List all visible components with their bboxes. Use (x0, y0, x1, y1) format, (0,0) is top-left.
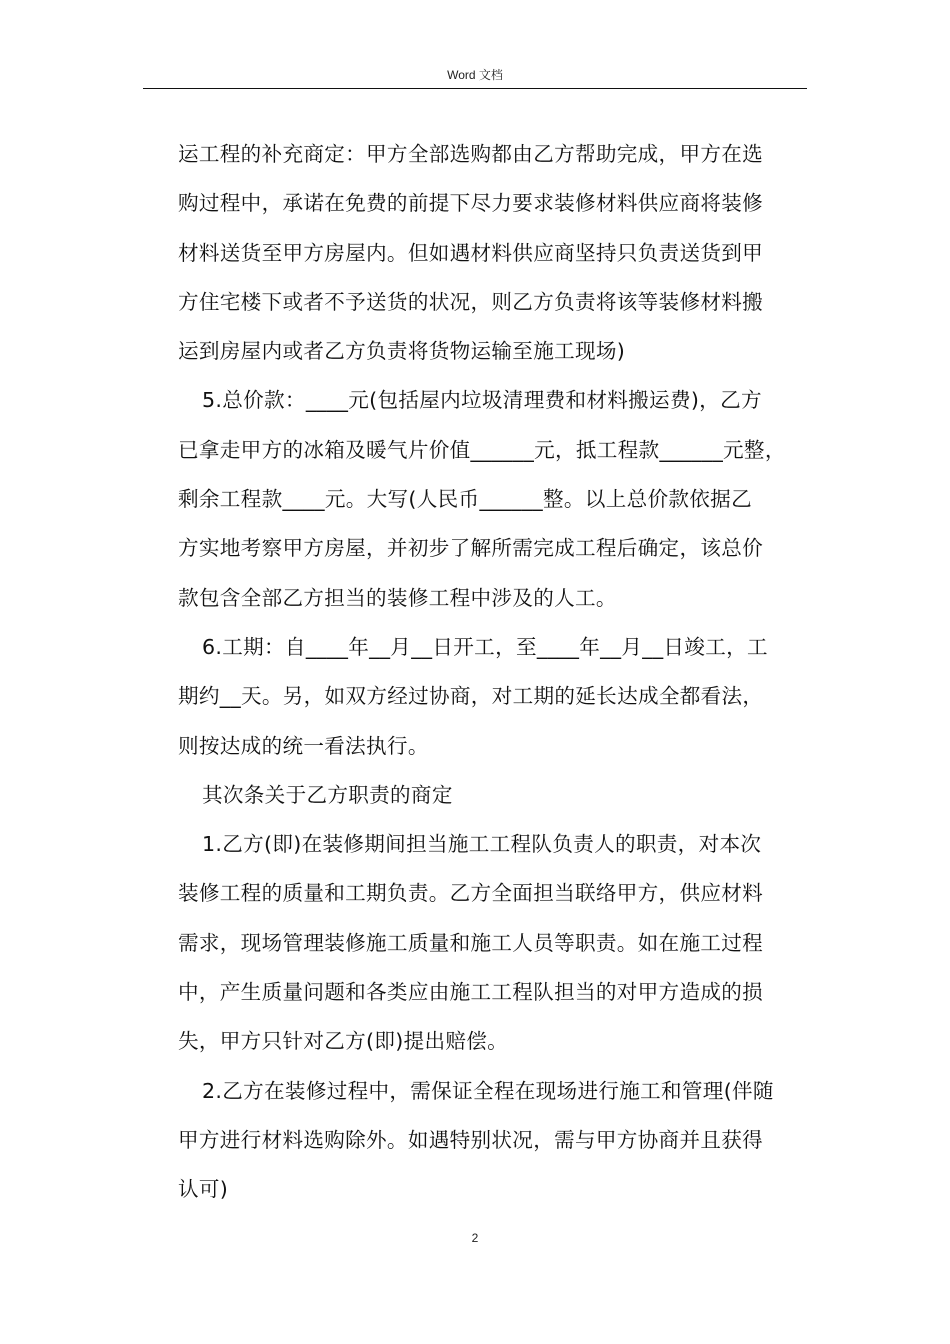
text-line: 其次条关于乙方职责的商定 (202, 782, 453, 807)
text-line: 款包含全部乙方担当的装修工程中涉及的人工。 (178, 585, 617, 610)
text-line: 期约__天。另，如双方经过协商，对工期的延长达成全都看法， (178, 684, 764, 709)
header-divider (143, 88, 807, 89)
text-line: 则按达成的统一看法执行。 (178, 733, 429, 758)
page-header: Word 文档 (447, 68, 503, 82)
document-body (178, 130, 808, 1215)
text-line: 运到房屋内或者乙方负责将货物运输至施工现场) (178, 339, 626, 364)
text-line: 5.总价款：____元(包括屋内垃圾清理费和材料搬运费)，乙方 (202, 388, 762, 413)
text-line: 购过程中，承诺在免费的前提下尽力要求装修材料供应商将装修 (178, 191, 764, 216)
text-line: 失，甲方只针对乙方(即)提出赔偿。 (178, 1029, 509, 1054)
text-line: 运工程的补充商定：甲方全部选购都由乙方帮助完成，甲方在选 (178, 142, 764, 166)
text-line: 认可) (178, 1177, 229, 1202)
text-line: 已拿走甲方的冰箱及暖气片价值______元，抵工程款______元整， (178, 437, 786, 462)
text-line: 需求，现场管理装修施工质量和施工人员等职责。如在施工过程 (178, 930, 764, 955)
text-line: 中，产生质量问题和各类应由施工工程队担当的对甲方造成的损 (178, 980, 764, 1005)
text-line: 方实地考察甲方房屋，并初步了解所需完成工程后确定，该总价 (178, 536, 764, 561)
text-line: 材料送货至甲方房屋内。但如遇材料供应商坚持只负责送货到甲 (178, 240, 764, 265)
text-line: 1.乙方(即)在装修期间担当施工工程队负责人的职责，对本次 (202, 832, 762, 857)
text-line: 2.乙方在装修过程中，需保证全程在现场进行施工和管理(伴随 (202, 1078, 774, 1103)
text-line: 6.工期：自____年__月__日开工，至____年__月__日竣工，工 (202, 634, 768, 659)
text-line: 装修工程的质量和工期负责。乙方全面担当联络甲方，供应材料 (178, 881, 764, 906)
page-number: 2 (471, 1231, 479, 1245)
text-line: 剩余工程款____元。大写(人民币______整。以上总价款依据乙 (178, 487, 752, 512)
text-line: 方住宅楼下或者不予送货的状况，则乙方负责将该等装修材料搬 (178, 289, 764, 314)
text-line: 甲方进行材料选购除外。如遇特别状况，需与甲方协商并且获得 (178, 1127, 764, 1152)
